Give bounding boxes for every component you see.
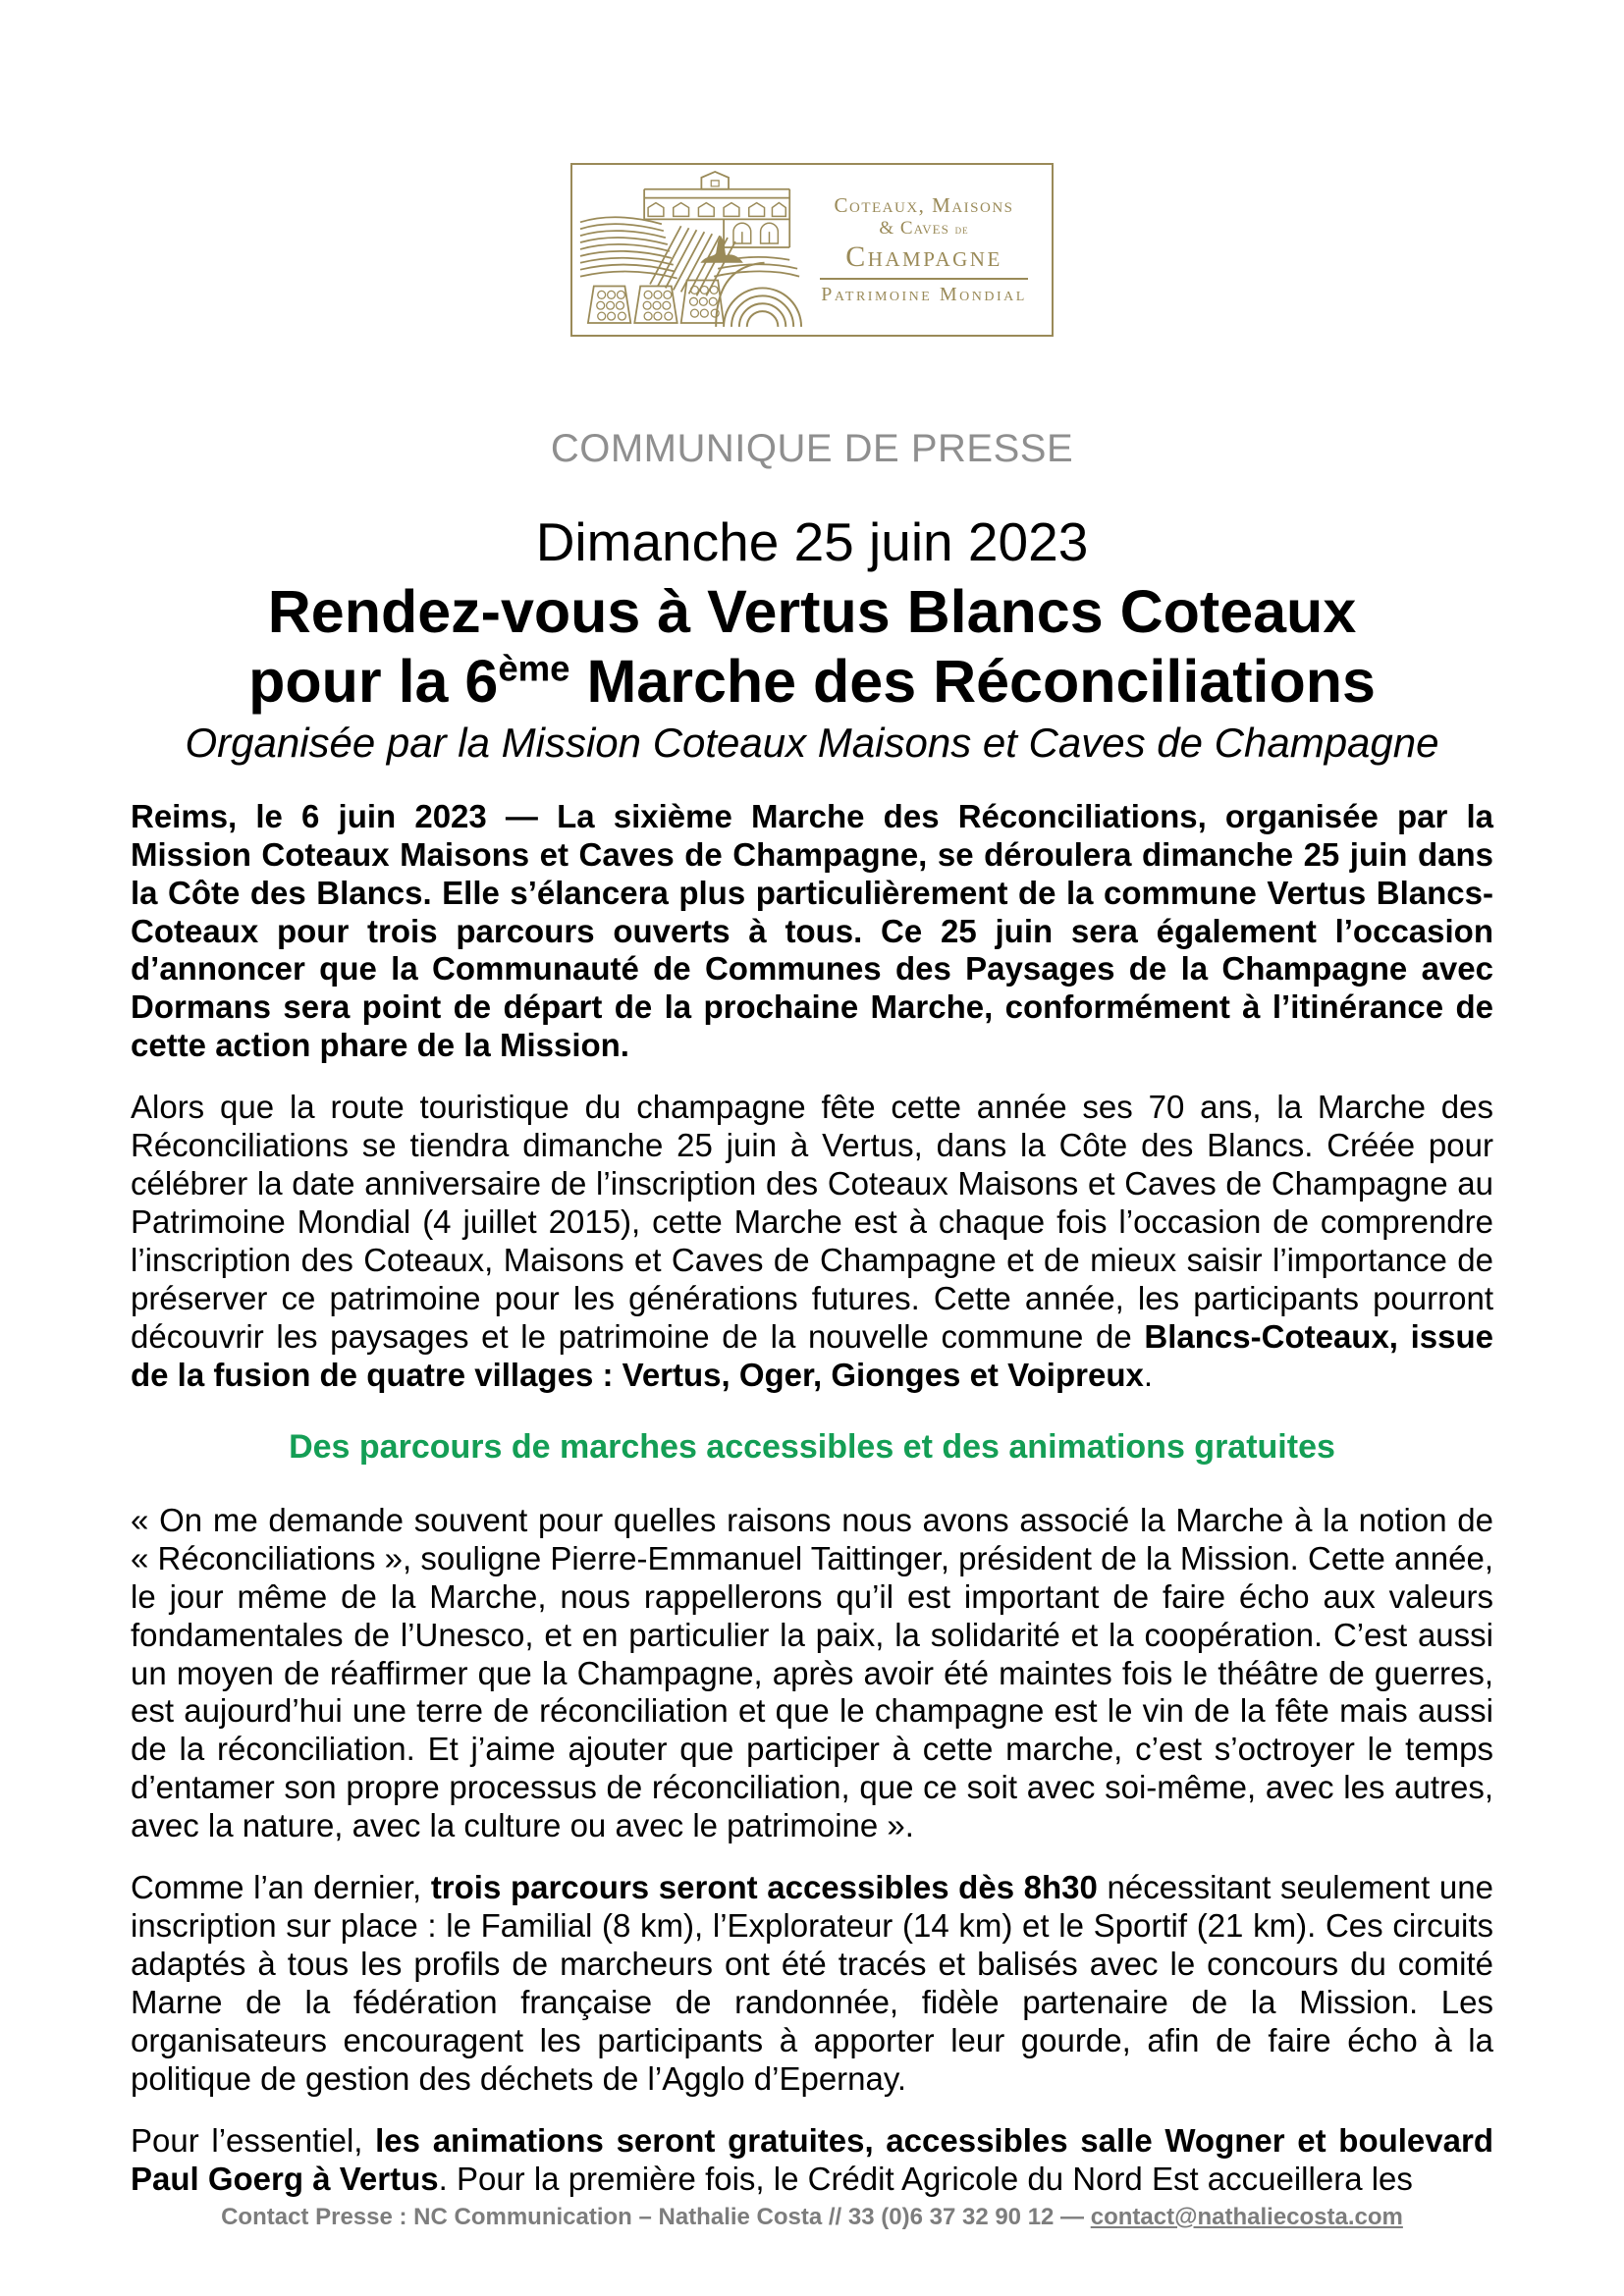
press-contact-footer xyxy=(0,2204,1624,2231)
paragraph-parcours-details: Comme l’an dernier, trois parcours seront accessibles dès 8h30 nécessitant seulement une inscription sur place : le Familial (8 km), l’Explorateur (14 km) et le Sportif (21 km). Ces circuits adaptés à tous les profils de marcheurs ont été tracés et balisés avec le concours du comité Marne de la fédération française de randonnée, fidèle partenaire de la Mission. Les organisateurs encouragent les participants à apporter leur gourde, afin de faire écho à la politique de gestion des déchets de l’Agglo d’Epernay. xyxy=(131,1869,1493,2097)
ordinal-superscript: ème xyxy=(498,649,570,690)
paragraph-quote-taittinger: « On me demande souvent pour quelles raisons nous avons associé la Marche à la notion de « Réconciliations », souligne Pierre-Emmanuel Taittinger, président de la Mission. Cette année, le jour même de la Marche, nous rappellerons qu’il est important de faire écho aux valeurs fondamentales de l’Unesco, et en particulier la paix, la solidarité et la coopération. C’est aussi un moyen de réaffirmer que la Champagne, après avoir été maintes fois le théâtre de guerres, est aujourd’hui une terre de réconciliation et que le champagne est le vin de la fête mais aussi de la réconciliation. Et j’aime ajouter que participer à cette marche, c’est s’octroyer le temps d’entamer son propre processus de réconciliation, que ce soit avec soi-même, avec les autres, avec la nature, avec la culture ou avec le patrimoine ». xyxy=(131,1501,1493,1844)
event-date-heading: Dimanche 25 juin 2023 xyxy=(535,511,1089,572)
title-line2: pour la 6ème Marche des Réconciliations xyxy=(248,648,1376,716)
logo-line-caves-de: & Caves de xyxy=(879,217,969,239)
press-contact-text: Contact Presse : NC Communication – Nathalie Costa // 33 (0)6 37 32 90 12 — xyxy=(221,2204,1091,2230)
press-contact-email-link[interactable]: contact@nathaliecosta.com xyxy=(1090,2204,1403,2230)
champagne-logo-wordmark xyxy=(806,169,1042,331)
logo-line-patrimoine-mondial: Patrimoine Mondial xyxy=(821,284,1027,306)
bold-run-trois-parcours: trois parcours seront accessibles dès 8h30 xyxy=(430,1869,1098,1906)
bold-run-animations-gratuites: les animations seront gratuites, accessibles salle Wogner et boulevard Paul Goerg à Vertus xyxy=(131,2121,1493,2197)
paragraph-anniversary: Alors que la route touristique du champagne fête cette année ses 70 ans, la Marche des Réconciliations se tiendra dimanche 25 juin à Vertus, dans la Côte des Blancs. Créée pour célébrer la date anniversaire de l’inscription des Coteaux Maisons et Caves de Champagne au Patrimoine Mondial (4 juillet 2015), cette Marche est à chaque fois l’occasion de comprendre l’inscription des Coteaux, Maisons et Caves de Champagne et de mieux saisir l’importance de préserver ce patrimoine pour les générations futures. Cette année, les participants pourront découvrir les paysages et le patrimoine de la nouvelle commune de Blancs-Coteaux, issue de la fusion de quatre villages : Vertus, Oger, Gionges et Voipreux. xyxy=(131,1089,1493,1393)
page-subtitle: Organisée par la Mission Coteaux Maisons et Caves de Champagne xyxy=(185,719,1439,766)
paragraph-animations: Pour l’essentiel, les animations seront gratuites, accessibles salle Wogner et boulevard Paul Goerg à Vertus. Pour la première fois, le Crédit Agricole du Nord Est accueillera les xyxy=(131,2121,1493,2197)
paragraph-lead: Reims, le 6 juin 2023 — La sixième Marche des Réconciliations, organisée par la Mission Coteaux Maisons et Caves de Champagne, se déroulera dimanche 25 juin dans la Côte des Blancs. Elle s’élancera plus particulièrement de la commune Vertus Blancs-Coteaux pour trois parcours ouverts à tous. Ce 25 juin sera également l’occasion d’annoncer que la Communauté de Communes des Paysages de la Champagne avec Dormans sera point de départ de la prochaine Marche, conformément à l’itinérance de cette action phare de la Mission. xyxy=(131,797,1493,1064)
vineyard-landscape-icon xyxy=(578,170,806,330)
press-release-kicker: COMMUNIQUE DE PRESSE xyxy=(550,427,1074,470)
logo-line-coteaux-maisons: Coteaux, Maisons xyxy=(834,192,1014,217)
logo-divider xyxy=(820,278,1028,280)
logo-line-champagne: Champagne xyxy=(845,240,1002,273)
bold-run-blancs-coteaux: Blancs-Coteaux, issue de la fusion de quatre villages : Vertus, Oger, Gionges et Voipreux xyxy=(131,1317,1493,1393)
section-heading-parcours: Des parcours de marches accessibles et des animations gratuites xyxy=(289,1427,1335,1466)
champagne-logo xyxy=(570,163,1054,337)
page-title xyxy=(131,577,1493,718)
title-line1: Rendez-vous à Vertus Blancs Coteaux xyxy=(267,578,1357,645)
champagne-logo-frame xyxy=(570,163,1054,337)
